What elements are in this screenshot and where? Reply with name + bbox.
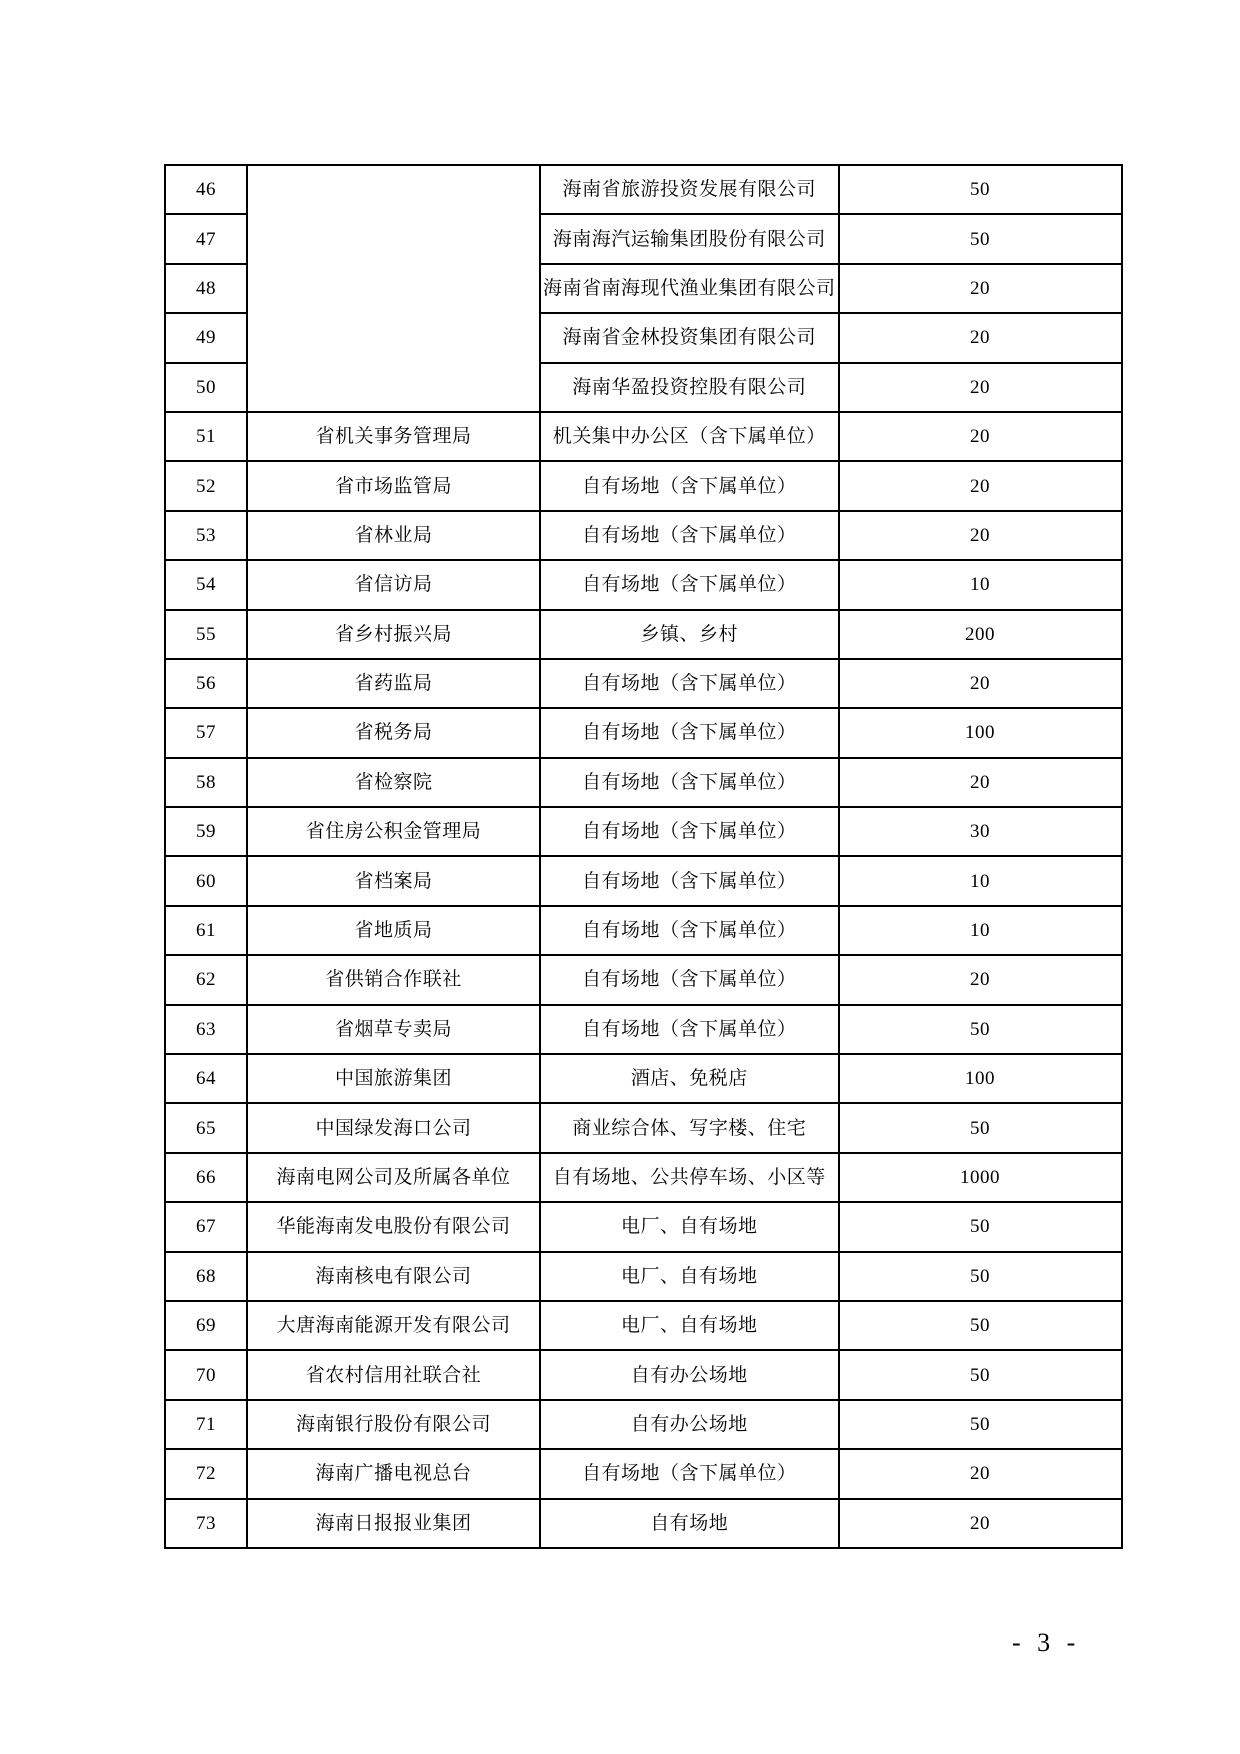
row-number-cell: 64 — [165, 1054, 247, 1103]
count-cell: 20 — [839, 659, 1122, 708]
venue-cell: 自有场地（含下属单位） — [540, 708, 839, 757]
table-row — [165, 1202, 1122, 1251]
row-number-cell: 53 — [165, 511, 247, 560]
org-cell: 省税务局 — [247, 708, 540, 757]
table-row — [165, 1301, 1122, 1350]
count-cell: 10 — [839, 560, 1122, 609]
row-number-cell: 63 — [165, 1005, 247, 1054]
org-cell: 省药监局 — [247, 659, 540, 708]
count-cell: 20 — [839, 264, 1122, 313]
venue-cell: 自有场地（含下属单位） — [540, 1449, 839, 1498]
row-number-cell: 59 — [165, 807, 247, 856]
org-cell: 省林业局 — [247, 511, 540, 560]
row-number-cell: 71 — [165, 1400, 247, 1449]
table-row — [165, 560, 1122, 609]
row-number-cell: 50 — [165, 363, 247, 412]
org-cell: 省烟草专卖局 — [247, 1005, 540, 1054]
org-cell: 大唐海南能源开发有限公司 — [247, 1301, 540, 1350]
count-cell: 100 — [839, 1054, 1122, 1103]
table-row — [165, 659, 1122, 708]
venue-cell: 自有场地（含下属单位） — [540, 1005, 839, 1054]
count-cell: 20 — [839, 1499, 1122, 1548]
venue-cell: 自有场地（含下属单位） — [540, 758, 839, 807]
venue-cell: 海南省旅游投资发展有限公司 — [540, 165, 839, 214]
venue-cell: 自有场地（含下属单位） — [540, 560, 839, 609]
count-cell: 50 — [839, 1252, 1122, 1301]
row-number-cell: 51 — [165, 412, 247, 461]
table-row — [165, 955, 1122, 1004]
row-number-cell: 56 — [165, 659, 247, 708]
org-cell: 海南银行股份有限公司 — [247, 1400, 540, 1449]
org-cell: 海南核电有限公司 — [247, 1252, 540, 1301]
org-cell: 中国旅游集团 — [247, 1054, 540, 1103]
count-cell: 20 — [839, 461, 1122, 510]
venue-cell: 自有办公场地 — [540, 1400, 839, 1449]
count-cell: 20 — [839, 363, 1122, 412]
count-cell: 1000 — [839, 1153, 1122, 1202]
count-cell: 10 — [839, 906, 1122, 955]
table-row — [165, 1153, 1122, 1202]
table-row — [165, 708, 1122, 757]
row-number-cell: 57 — [165, 708, 247, 757]
org-cell: 省市场监管局 — [247, 461, 540, 510]
venue-cell: 电厂、自有场地 — [540, 1202, 839, 1251]
org-cell: 省机关事务管理局 — [247, 412, 540, 461]
count-cell: 20 — [839, 412, 1122, 461]
org-cell: 中国绿发海口公司 — [247, 1103, 540, 1152]
count-cell: 50 — [839, 1103, 1122, 1152]
table-row — [165, 610, 1122, 659]
row-number-cell: 55 — [165, 610, 247, 659]
org-cell: 省地质局 — [247, 906, 540, 955]
org-cell: 省检察院 — [247, 758, 540, 807]
count-cell: 20 — [839, 313, 1122, 362]
row-number-cell: 47 — [165, 214, 247, 263]
org-cell: 海南日报报业集团 — [247, 1499, 540, 1548]
row-number-cell: 68 — [165, 1252, 247, 1301]
venue-cell: 自有场地（含下属单位） — [540, 906, 839, 955]
venue-cell: 机关集中办公区（含下属单位） — [540, 412, 839, 461]
table-row — [165, 412, 1122, 461]
venue-cell: 自有场地（含下属单位） — [540, 856, 839, 905]
venue-cell: 酒店、免税店 — [540, 1054, 839, 1103]
count-cell: 50 — [839, 165, 1122, 214]
venue-cell: 自有场地（含下属单位） — [540, 659, 839, 708]
table-row — [165, 165, 1122, 214]
venue-cell: 海南华盈投资控股有限公司 — [540, 363, 839, 412]
venue-cell: 电厂、自有场地 — [540, 1252, 839, 1301]
venue-cell: 自有场地 — [540, 1499, 839, 1548]
row-number-cell: 52 — [165, 461, 247, 510]
venue-cell: 海南省南海现代渔业集团有限公司 — [540, 264, 839, 313]
venue-cell: 乡镇、乡村 — [540, 610, 839, 659]
org-cell-merged — [247, 165, 540, 412]
org-cell: 省档案局 — [247, 856, 540, 905]
venue-cell: 自有场地（含下属单位） — [540, 461, 839, 510]
table-row — [165, 758, 1122, 807]
row-number-cell: 54 — [165, 560, 247, 609]
venue-cell: 自有场地（含下属单位） — [540, 955, 839, 1004]
row-number-cell: 73 — [165, 1499, 247, 1548]
table-row — [165, 1103, 1122, 1152]
table-row — [165, 1350, 1122, 1399]
table-row — [165, 856, 1122, 905]
venue-cell: 自有场地（含下属单位） — [540, 807, 839, 856]
row-number-cell: 66 — [165, 1153, 247, 1202]
table-row — [165, 807, 1122, 856]
quota-table — [164, 164, 1123, 1549]
table-row — [165, 511, 1122, 560]
table-row — [165, 1054, 1122, 1103]
venue-cell: 自有办公场地 — [540, 1350, 839, 1399]
org-cell: 海南广播电视总台 — [247, 1449, 540, 1498]
table-row — [165, 1449, 1122, 1498]
table-row — [165, 1499, 1122, 1548]
org-cell: 省供销合作联社 — [247, 955, 540, 1004]
count-cell: 20 — [839, 758, 1122, 807]
org-cell: 省信访局 — [247, 560, 540, 609]
table-row — [165, 461, 1122, 510]
venue-cell: 商业综合体、写字楼、住宅 — [540, 1103, 839, 1152]
table-row — [165, 1252, 1122, 1301]
row-number-cell: 70 — [165, 1350, 247, 1399]
row-number-cell: 65 — [165, 1103, 247, 1152]
count-cell: 50 — [839, 214, 1122, 263]
row-number-cell: 72 — [165, 1449, 247, 1498]
org-cell: 海南电网公司及所属各单位 — [247, 1153, 540, 1202]
row-number-cell: 60 — [165, 856, 247, 905]
org-cell: 省乡村振兴局 — [247, 610, 540, 659]
org-cell: 华能海南发电股份有限公司 — [247, 1202, 540, 1251]
row-number-cell: 69 — [165, 1301, 247, 1350]
org-cell: 省住房公积金管理局 — [247, 807, 540, 856]
row-number-cell: 46 — [165, 165, 247, 214]
count-cell: 200 — [839, 610, 1122, 659]
count-cell: 50 — [839, 1350, 1122, 1399]
row-number-cell: 48 — [165, 264, 247, 313]
row-number-cell: 62 — [165, 955, 247, 1004]
count-cell: 50 — [839, 1400, 1122, 1449]
table-row — [165, 906, 1122, 955]
quota-table-body — [165, 165, 1122, 1548]
page-number: - 3 - — [1012, 1628, 1081, 1657]
count-cell: 100 — [839, 708, 1122, 757]
row-number-cell: 67 — [165, 1202, 247, 1251]
venue-cell: 自有场地、公共停车场、小区等 — [540, 1153, 839, 1202]
table-row — [165, 1005, 1122, 1054]
venue-cell: 电厂、自有场地 — [540, 1301, 839, 1350]
row-number-cell: 61 — [165, 906, 247, 955]
venue-cell: 海南省金林投资集团有限公司 — [540, 313, 839, 362]
count-cell: 50 — [839, 1005, 1122, 1054]
venue-cell: 海南海汽运输集团股份有限公司 — [540, 214, 839, 263]
count-cell: 20 — [839, 955, 1122, 1004]
table-row — [165, 1400, 1122, 1449]
count-cell: 20 — [839, 1449, 1122, 1498]
count-cell: 50 — [839, 1301, 1122, 1350]
row-number-cell: 49 — [165, 313, 247, 362]
org-cell: 省农村信用社联合社 — [247, 1350, 540, 1399]
row-number-cell: 58 — [165, 758, 247, 807]
count-cell: 50 — [839, 1202, 1122, 1251]
count-cell: 10 — [839, 856, 1122, 905]
count-cell: 20 — [839, 511, 1122, 560]
venue-cell: 自有场地（含下属单位） — [540, 511, 839, 560]
count-cell: 30 — [839, 807, 1122, 856]
